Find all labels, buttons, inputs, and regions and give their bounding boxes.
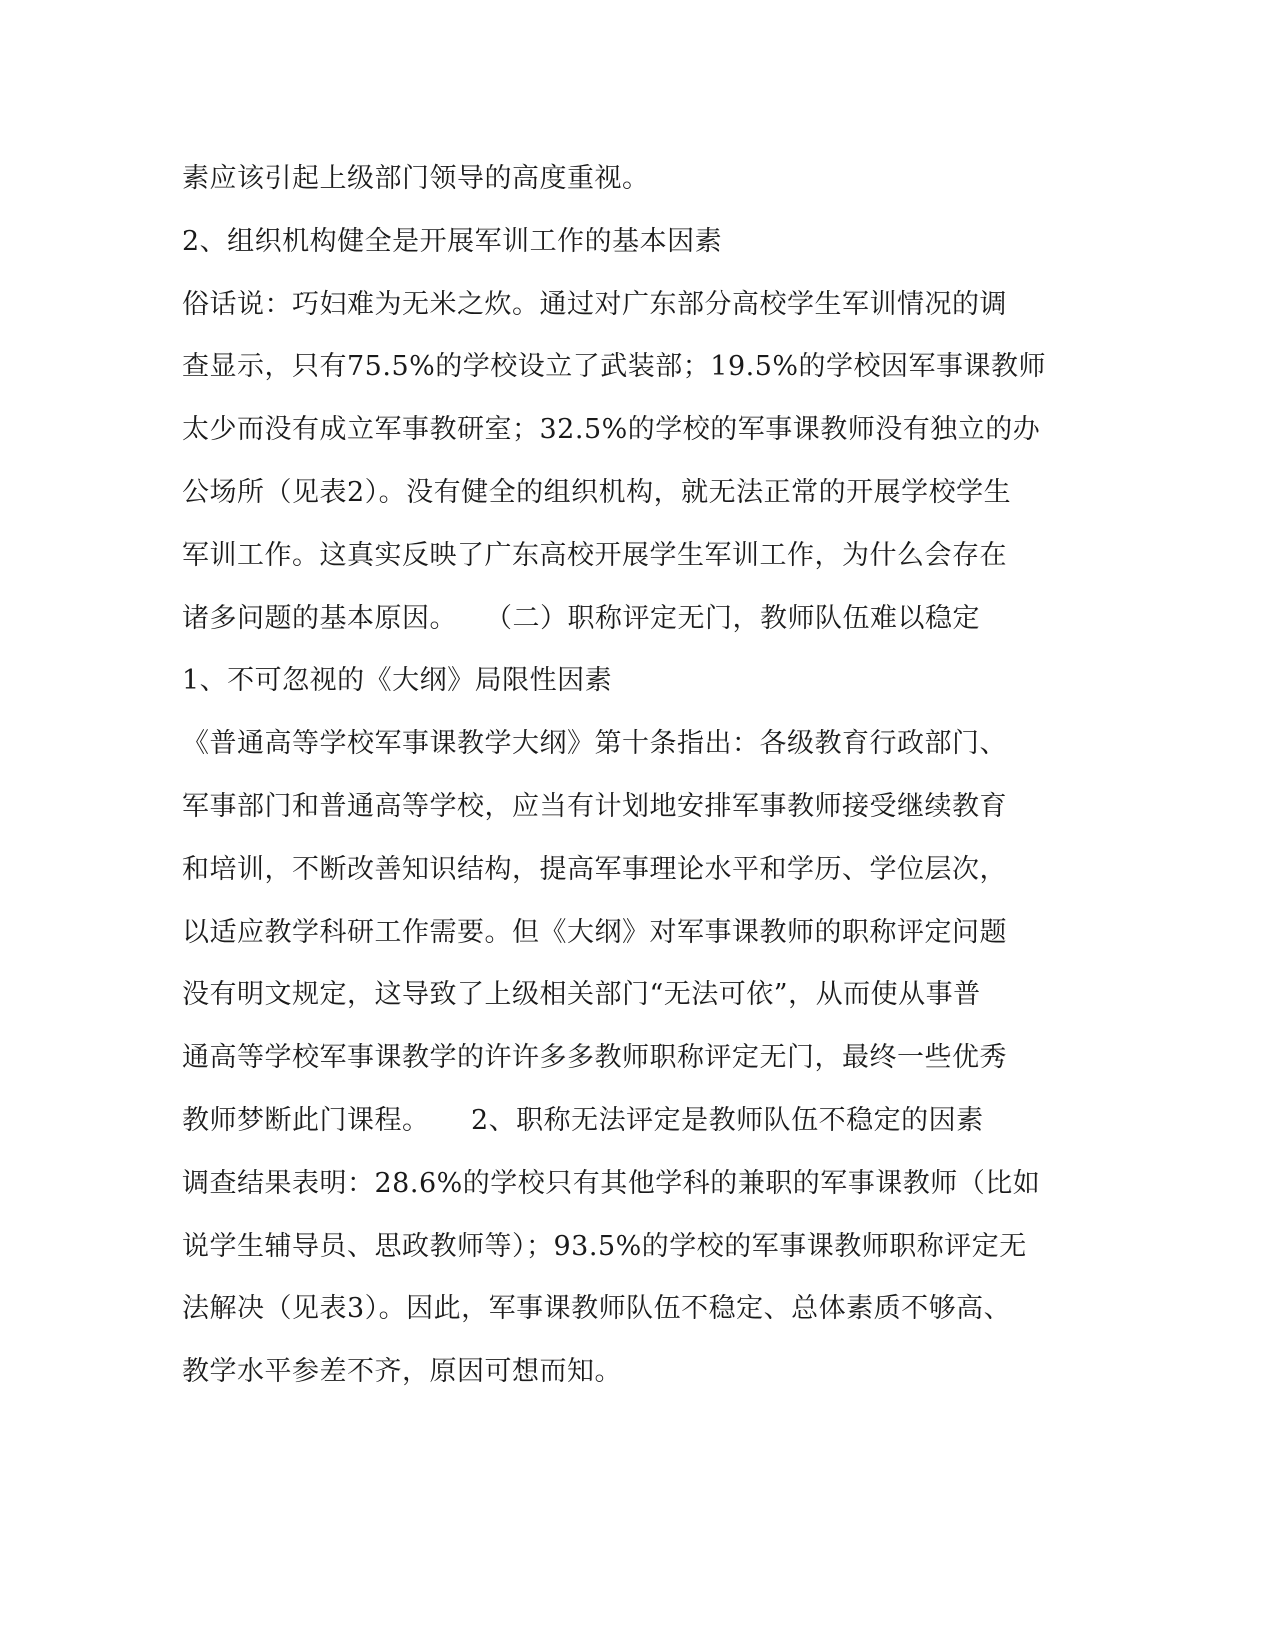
- text-line: 诸多问题的基本原因。 （二）职称评定无门，教师队伍难以稳定: [182, 602, 980, 634]
- text-line: 和培训，不断改善知识结构，提高军事理论水平和学历、学位层次，: [182, 853, 1007, 885]
- text-line: 公场所（见表2）。没有健全的组织机构，就无法正常的开展学校学生: [182, 476, 1012, 508]
- section-heading: 1、不可忽视的《大纲》局限性因素: [182, 665, 613, 697]
- text-line: 《普通高等学校军事课教学大纲》第十条指出：各级教育行政部门、: [182, 728, 1007, 760]
- text-line: 俗话说：巧妇难为无米之炊。通过对广东部分高校学生军训情况的调: [182, 288, 1007, 320]
- text-line: 军训工作。这真实反映了广东高校开展学生军训工作，为什么会存在: [182, 539, 1007, 571]
- text-line: 军事部门和普通高等学校，应当有计划地安排军事教师接受继续教育: [182, 790, 1007, 822]
- section-heading: 2、组织机构健全是开展军训工作的基本因素: [182, 225, 723, 257]
- text-line: 法解决（见表3）。因此，军事课教师队伍不稳定、总体素质不够高、: [182, 1293, 1012, 1325]
- text-line: 太少而没有成立军事教研室；32.5%的学校的军事课教师没有独立的办: [182, 414, 1041, 446]
- text-line: 教师梦断此门课程。 2、职称无法评定是教师队伍不稳定的因素: [182, 1104, 984, 1136]
- text-line: 调查结果表明：28.6%的学校只有其他学科的兼职的军事课教师（比如: [182, 1167, 1041, 1199]
- document-body: [182, 153, 1062, 1409]
- text-line: 教学水平参差不齐，原因可想而知。: [182, 1356, 622, 1388]
- text-line: 以适应教学科研工作需要。但《大纲》对军事课教师的职称评定问题: [182, 916, 1007, 948]
- text-line: 没有明文规定，这导致了上级相关部门“无法可依”，从而使从事普: [182, 979, 981, 1011]
- text-line: 通高等学校军事课教学的许许多多教师职称评定无门，最终一些优秀: [182, 1042, 1007, 1074]
- text-line: 查显示，只有75.5%的学校设立了武装部；19.5%的学校因军事课教师: [182, 351, 1047, 383]
- text-line: 说学生辅导员、思政教师等）；93.5%的学校的军事课教师职称评定无: [182, 1230, 1027, 1262]
- text-line: 素应该引起上级部门领导的高度重视。: [182, 163, 650, 194]
